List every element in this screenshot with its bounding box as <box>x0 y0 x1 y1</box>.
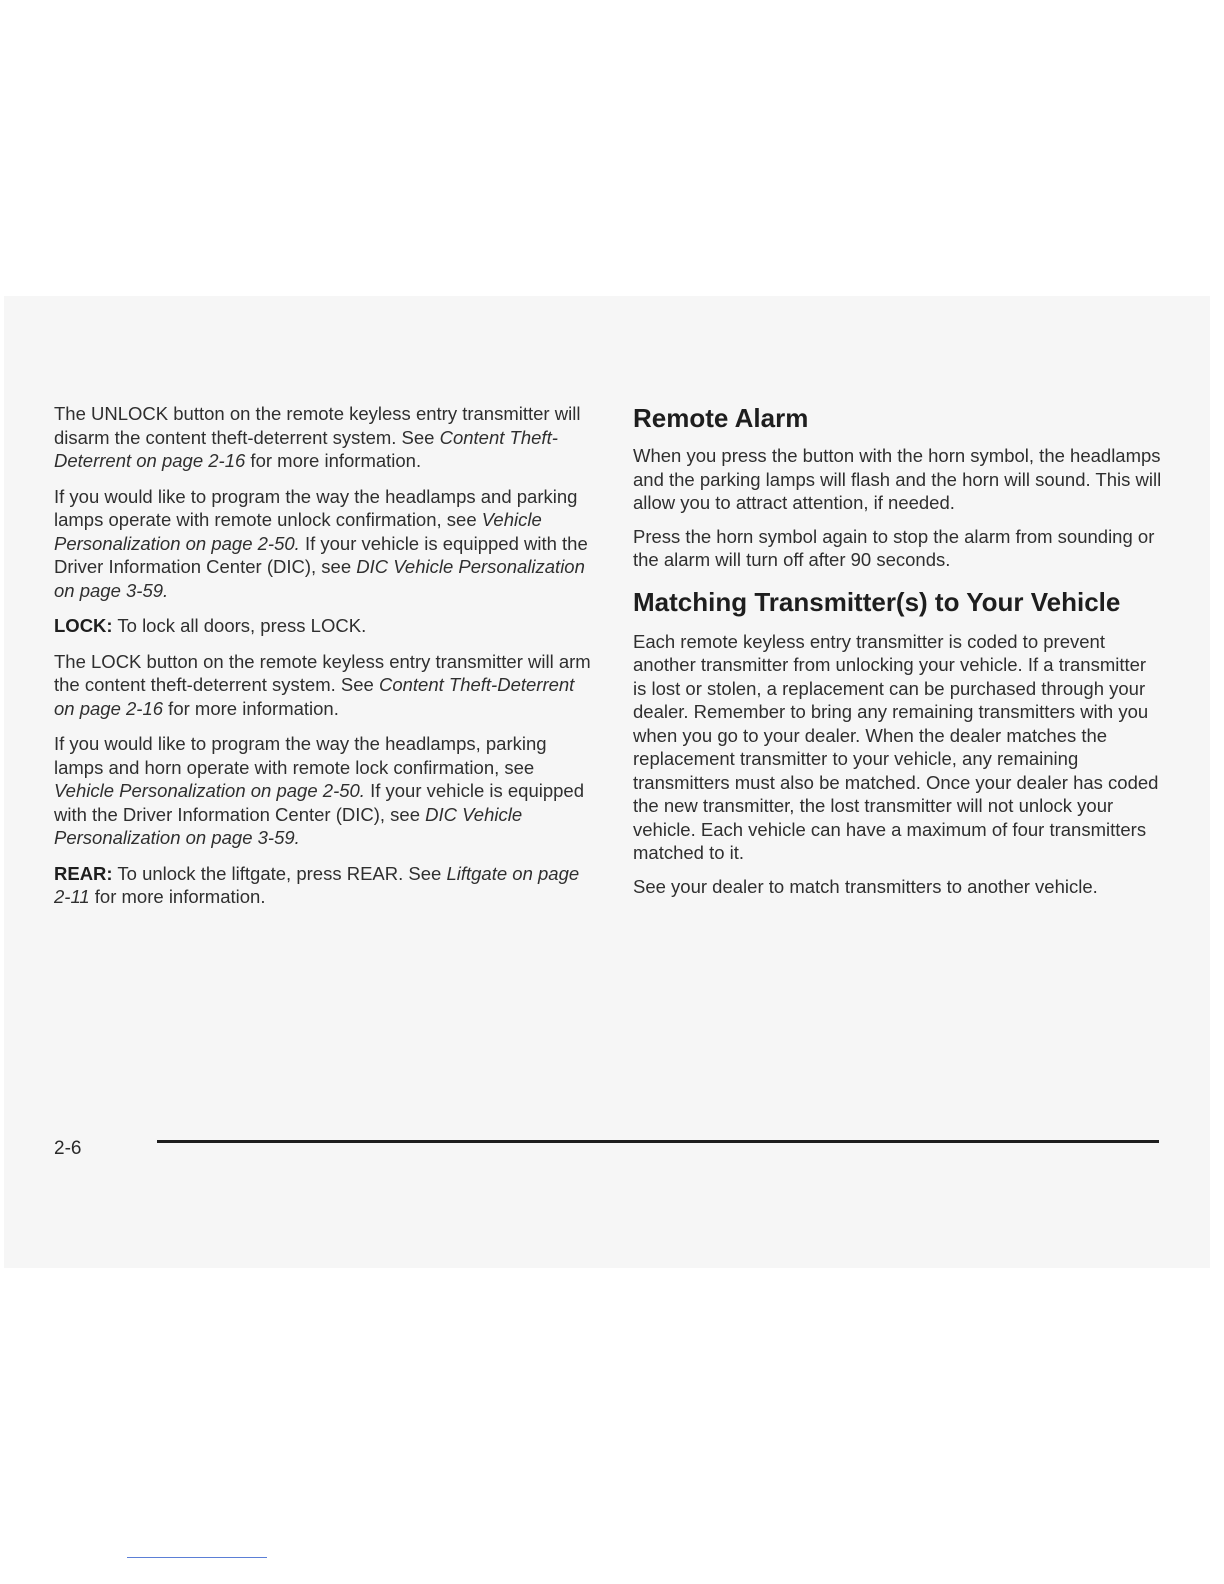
rear-label: REAR: <box>54 862 113 884</box>
paragraph-text: If your vehicle is equipped with the Driver Information Center (DIC), see <box>54 532 588 577</box>
cross-reference-link[interactable]: DIC Vehicle Personalization on page 3-59. <box>54 803 523 848</box>
matching-transmitters-paragraph: Each remote keyless entry transmitter is coded to prevent another transmitter from unlocking your vehicle. If a transmitter is lost or stolen, a replacement can be purchased through your dealer. Remember to bring any remaining transmitters with you when you go to your dealer. When the dealer matches the replacement transmitter to your vehicle, any remaining transmitters must also be matched. Once your dealer has coded the new transmitter, the lost transmitter will not unlock your vehicle. Each vehicle can have a maximum of four transmitters matched to it. <box>633 630 1159 863</box>
lock-label: LOCK: <box>54 615 113 636</box>
unlock-disarm-paragraph <box>54 402 594 473</box>
paragraph-text: If you would like to program the way the headlamps, parking lamps and horn operate with remote lock confirmation, see <box>54 733 547 778</box>
paragraph-text: To lock all doors, press LOCK. <box>112 615 367 636</box>
paragraph-text: for more information. <box>163 697 339 719</box>
cross-reference-link[interactable]: Liftgate on page 2-11 <box>54 862 580 907</box>
lock-paragraph <box>54 614 594 638</box>
right-column <box>633 402 1163 908</box>
paragraph-text: The UNLOCK button on the remote keyless entry transmitter will disarm the content theft-deterrent system. See <box>54 403 581 448</box>
see-dealer-paragraph: See your dealer to match transmitters to another vehicle. <box>633 875 1098 897</box>
paragraph-text: for more information. <box>245 450 422 471</box>
remote-alarm-paragraph: When you press the button with the horn symbol, the headlamps and the parking lamps will flash and the horn will sound. This will allow you to attract attention, if needed. <box>633 445 1162 513</box>
unlock-confirmation-paragraph <box>54 485 594 603</box>
bottom-underline-divider <box>127 1557 267 1558</box>
lock-arm-paragraph <box>54 650 594 721</box>
paragraph-text: for more information. <box>89 886 266 907</box>
paragraph-text: If you would like to program the way the headlamps and parking lamps operate with remote unlock confirmation, see <box>54 485 578 530</box>
page-number: 2-6 <box>54 1138 82 1159</box>
stop-alarm-paragraph: Press the horn symbol again to stop the alarm from sounding or the alarm will turn off after 90 seconds. <box>633 525 1155 570</box>
footer-divider <box>157 1140 1159 1143</box>
paragraph-text: The LOCK button on the remote keyless entry transmitter will arm the content theft-deterrent system. See <box>54 650 591 695</box>
matching-transmitters-heading: Matching Transmitter(s) to Your Vehicle <box>633 586 1121 617</box>
paragraph-text: To unlock the liftgate, press REAR. See <box>112 862 447 884</box>
left-column <box>54 402 594 921</box>
lock-confirmation-paragraph <box>54 732 594 850</box>
remote-alarm-heading: Remote Alarm <box>633 403 809 433</box>
cross-reference-link[interactable]: Vehicle Personalization on page 2-50. <box>54 780 365 801</box>
rear-paragraph <box>54 862 594 909</box>
paragraph-text: If your vehicle is equipped with the Driver Information Center (DIC), see <box>54 780 584 825</box>
cross-reference-link[interactable]: Content Theft-Deterrent on page 2-16 <box>54 426 558 471</box>
cross-reference-link[interactable]: DIC Vehicle Personalization on page 3-59. <box>54 556 585 601</box>
cross-reference-link[interactable]: Vehicle Personalization on page 2-50. <box>54 509 542 554</box>
cross-reference-link[interactable]: Content Theft-Deterrent on page 2-16 <box>54 674 575 719</box>
